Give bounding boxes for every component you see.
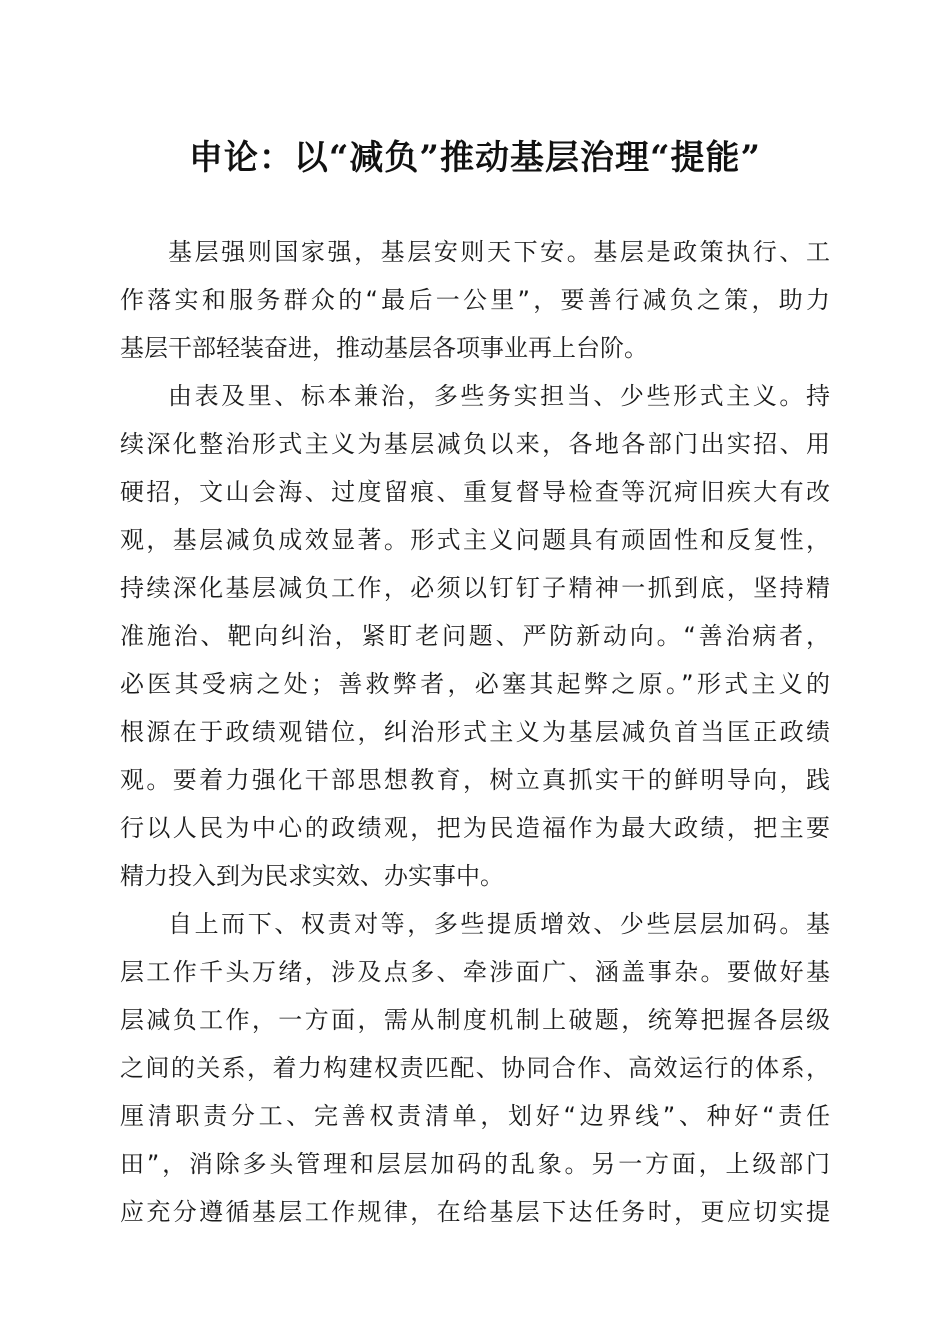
paragraph-2-line-11: 精力投入到为民求实效、办实事中。 (120, 862, 504, 890)
paragraph-3-line-5: 厘清职责分工、完善权责清单，划好“边界线”、种好“责任 (120, 1102, 830, 1130)
paragraph-3-line-6: 田”，消除多头管理和层层加码的乱象。另一方面，上级部门 (120, 1150, 830, 1178)
paragraph-1-line-1: 基层强则国家强，基层安则天下安。基层是政策执行、工 (168, 238, 830, 266)
document-title: 申论：以“减负”推动基层治理“提能” (188, 138, 762, 178)
paragraph-2-line-9: 观。要着力强化干部思想教育，树立真抓实干的鲜明导向，践 (120, 766, 830, 794)
paragraph-3-line-3: 层减负工作，一方面，需从制度机制上破题，统筹把握各层级 (120, 1006, 830, 1034)
paragraph-2-line-6: 准施治、靶向纠治，紧盯老问题、严防新动向。“善治病者， (120, 622, 830, 650)
paragraph-2-line-2: 续深化整治形式主义为基层减负以来，各地各部门出实招、用 (120, 430, 830, 458)
paragraph-1-line-2: 作落实和服务群众的“最后一公里”，要善行减负之策，助力 (120, 286, 830, 314)
paragraph-3-line-1: 自上而下、权责对等，多些提质增效、少些层层加码。基 (168, 910, 830, 938)
paragraph-2-line-1: 由表及里、标本兼治，多些务实担当、少些形式主义。持 (168, 382, 830, 410)
paragraph-2-line-8: 根源在于政绩观错位，纠治形式主义为基层减负首当匡正政绩 (120, 718, 830, 746)
paragraph-2-line-3: 硬招，文山会海、过度留痕、重复督导检查等沉疴旧疾大有改 (120, 478, 830, 506)
paragraph-2-line-10: 行以人民为中心的政绩观，把为民造福作为最大政绩，把主要 (120, 814, 830, 842)
paragraph-3-line-2: 层工作千头万绪，涉及点多、牵涉面广、涵盖事杂。要做好基 (120, 958, 830, 986)
paragraph-3-line-7: 应充分遵循基层工作规律，在给基层下达任务时，更应切实提 (120, 1198, 830, 1226)
paragraph-1-line-3: 基层干部轻装奋进，推动基层各项事业再上台阶。 (120, 334, 648, 362)
paragraph-2-line-5: 持续深化基层减负工作，必须以钉钉子精神一抓到底，坚持精 (120, 574, 830, 602)
paragraph-3-line-4: 之间的关系，着力构建权责匹配、协同合作、高效运行的体系， (120, 1054, 830, 1082)
paragraph-2-line-7: 必医其受病之处；善救弊者，必塞其起弊之原。”形式主义的 (120, 670, 830, 698)
paragraph-2-line-4: 观，基层减负成效显著。形式主义问题具有顽固性和反复性， (120, 526, 830, 554)
